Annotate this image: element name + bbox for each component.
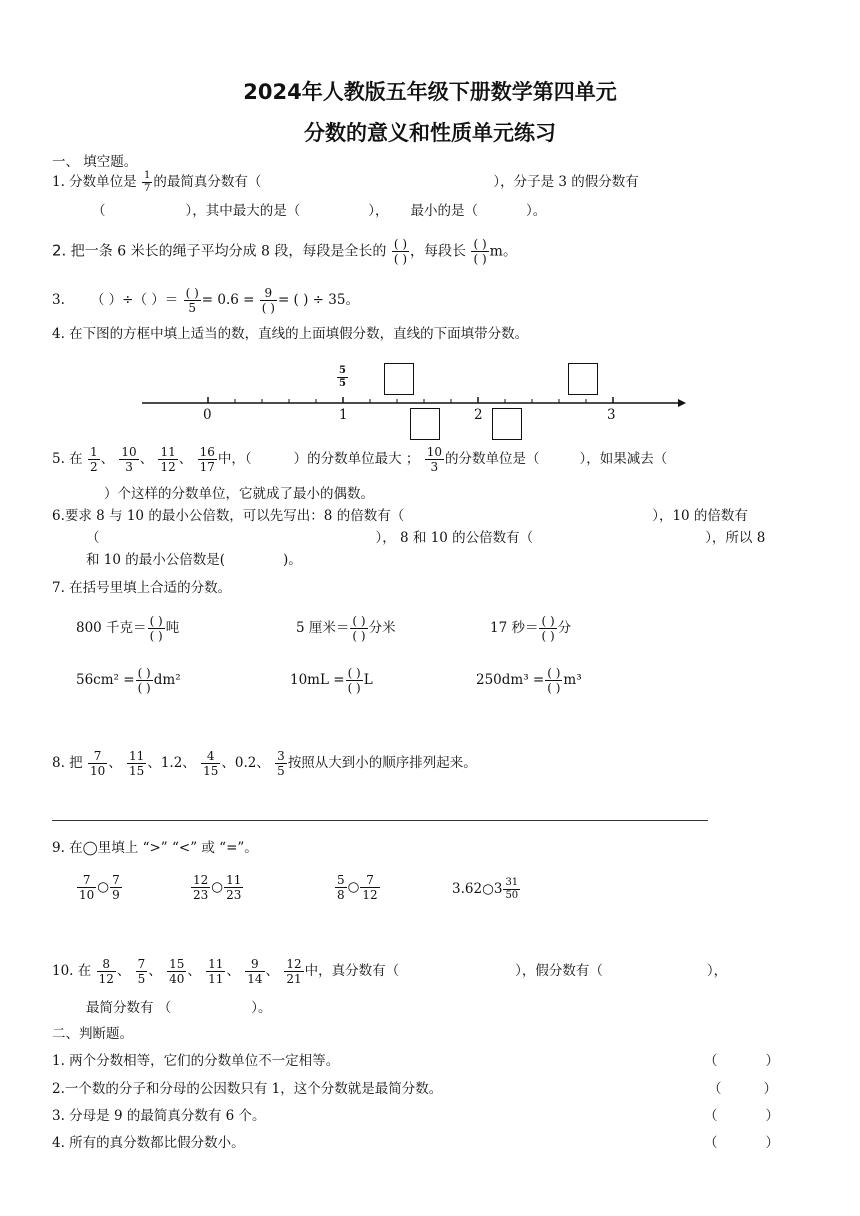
fraction: $\frac{16}{17}$ xyxy=(199,445,215,474)
compare-circle[interactable]: ○ xyxy=(97,879,110,895)
judge-answer-1[interactable]: （ ） xyxy=(704,1053,779,1069)
question-5-line-1: 5. 在 $\frac{1}{2}$ 、 $\frac{10}{3}$ 、 $\frac{11}{12}$ 、 $\frac{16}{17}$ 中，（ ）的分数单位最大 ； $\frac{10}{3}$ 的分数单位是（ ），如果减去（ xyxy=(52,445,668,474)
compare-circle[interactable]: ○ xyxy=(347,879,360,895)
judge-item-2: 2.一个数的分子和分母的公因数只有 1，这个分数就是最简分数。 xyxy=(52,1081,443,1097)
fraction: $\frac{10}{3}$ xyxy=(426,445,442,474)
compare-4: 3.62○3 $\frac{31}{50}$ xyxy=(452,877,519,901)
question-7: 7. 在括号里填上合适的分数。 xyxy=(52,580,232,596)
question-1-line-2: （ ），其中最大的是（ ）， 最小的是（ ）。 xyxy=(92,203,547,219)
compare-1: $\frac{7}{10}$ ○ $\frac{7}{9}$ xyxy=(79,873,120,902)
unit-conversion-4: 56cm² = ( ) ( ) dm² xyxy=(76,666,181,695)
answer-box-above-2[interactable] xyxy=(568,363,598,395)
answer-box-below-2[interactable] xyxy=(492,408,522,440)
fraction: $\frac{10}{3}$ xyxy=(121,445,137,474)
question-9: 9. 在◯里填上 “>” “<” 或 “=”。 xyxy=(52,840,258,856)
section-heading-judge: 二、判断题。 xyxy=(52,1026,133,1042)
unit-conversion-2: 5 厘米＝ ( ) ( ) 分米 xyxy=(296,614,396,643)
unit-conversion-1: 800 千克＝ ( ) ( ) 吨 xyxy=(76,614,180,643)
question-4: 4. 在下图的方框中填上适当的数，直线的上面填假分数，直线的下面填带分数。 xyxy=(52,326,529,342)
tick-label-1: 1 xyxy=(339,407,348,423)
section-heading-fill: 一、 填空题。 xyxy=(52,154,138,170)
tick-label-2: 2 xyxy=(474,407,483,423)
fraction: $\frac{11}{12}$ xyxy=(160,445,176,474)
answer-box-above-1[interactable] xyxy=(384,363,414,395)
answer-box-below-1[interactable] xyxy=(410,408,440,440)
question-6-line-2: （ ）， 8 和 10 的公倍数有（ ），所以 8 xyxy=(86,530,766,546)
number-line-top-fraction: $\frac{5}{5}$ xyxy=(339,365,346,389)
fraction: ( ) 5 xyxy=(185,286,199,315)
fraction-blank: ( ) ( ) xyxy=(393,237,408,266)
judge-answer-3[interactable]: （ ） xyxy=(704,1108,779,1124)
fraction: $\frac{1}{7}$ xyxy=(143,170,151,194)
page-subtitle: 分数的意义和性质单元练习 xyxy=(304,121,556,145)
compare-2: $\frac{12}{23}$ ○ $\frac{11}{23}$ xyxy=(193,873,242,902)
judge-answer-4[interactable]: （ ） xyxy=(704,1135,779,1151)
unit-conversion-5: 10mL = ( ) ( ) L xyxy=(290,666,373,695)
tick-label-3: 3 xyxy=(607,407,616,423)
tick-label-0: 0 xyxy=(203,407,212,423)
question-6-line-3: 和 10 的最小公倍数是( )。 xyxy=(86,552,302,568)
judge-answer-2[interactable]: （ ） xyxy=(708,1081,777,1097)
fraction-blank: ( ) ( ) xyxy=(473,237,487,266)
question-8: 8. 把 $\frac{7}{10}$ 、 $\frac{11}{15}$ 、1.2、 $\frac{4}{15}$ 、0.2、 $\frac{3}{5}$ 按照从大到小的顺序排列起来。 xyxy=(52,749,477,778)
unit-conversion-3: 17 秒＝ ( ) ( ) 分 xyxy=(490,614,572,643)
judge-item-4: 4. 所有的真分数都比假分数小。 xyxy=(52,1135,245,1151)
judge-item-1: 1. 两个分数相等，它们的分数单位不一定相等。 xyxy=(52,1053,340,1069)
judge-item-3: 3. 分母是 9 的最简真分数有 6 个。 xyxy=(52,1108,266,1124)
page-title: 2024年人教版五年级下册数学第四单元 xyxy=(243,80,617,104)
compare-circle[interactable]: ○ xyxy=(211,879,224,895)
compare-circle[interactable]: ○ xyxy=(482,881,494,897)
number-line-ticks xyxy=(208,397,613,403)
question-6-line-1: 6.要求 8 与 10 的最小公倍数，可以先写出：8 的倍数有（ ），10 的倍数有 xyxy=(52,508,748,524)
question-1-line-1: 1. 分数单位是 $\frac{1}{7}$ 的最简真分数有（ ），分子是 3 的假分数有 xyxy=(52,170,639,194)
arrow-head-icon xyxy=(678,399,686,407)
fraction: 9 ( ) xyxy=(261,286,275,315)
question-3: 3. （ ）÷（ ）＝ ( ) 5 = 0.6 = 9 ( ) = ( ) ÷ 35。 xyxy=(52,286,359,315)
compare-3: $\frac{5}{8}$ ○ $\frac{7}{12}$ xyxy=(337,873,378,902)
question-10-line-2: 最简分数有 （ ）。 xyxy=(86,1000,272,1016)
question-10-line-1: 10. 在 $\frac{8}{12}$ 、 $\frac{7}{5}$ 、 $\frac{15}{40}$ 、 $\frac{11}{11}$ 、 $\frac{9}{14}$ 、 $\frac{12}{21}$ 中，真分数有（ ），假分数有（ ）， xyxy=(52,957,728,986)
fraction: $\frac{1}{2}$ xyxy=(89,445,98,474)
answer-line[interactable] xyxy=(52,820,708,821)
unit-conversion-6: 250dm³ = ( ) ( ) m³ xyxy=(476,666,582,695)
question-2: 2. 把一条 6 米长的绳子平均分成 8 段，每段是全长的 ( ) ( ) ，每段长 ( ) ( ) m。 xyxy=(52,237,517,266)
question-5-line-2: ）个这样的分数单位，它就成了最小的偶数。 xyxy=(104,486,374,502)
